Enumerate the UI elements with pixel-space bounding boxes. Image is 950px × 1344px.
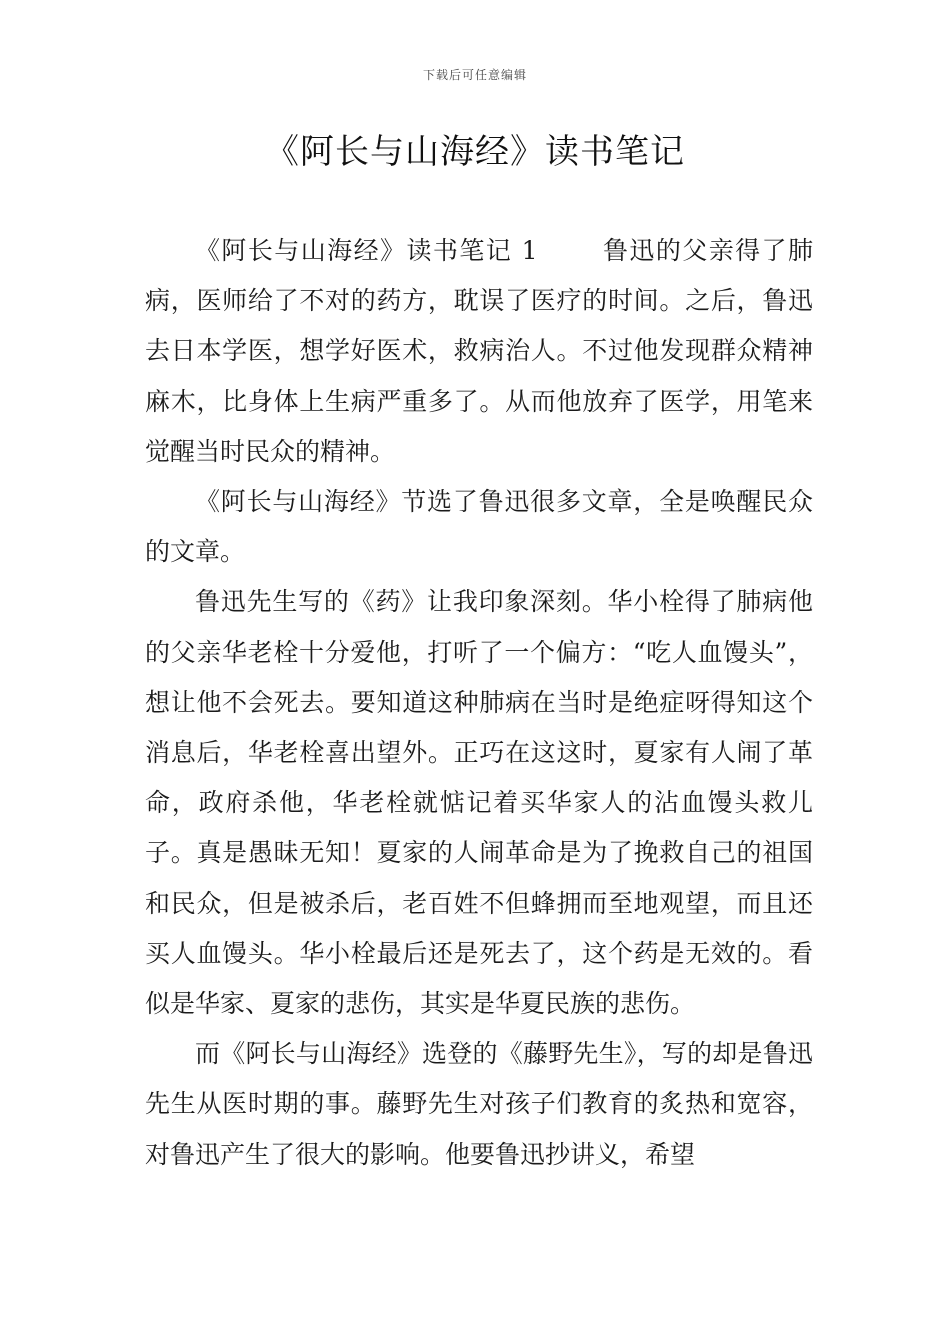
header-note: 下载后可任意编辑: [422, 68, 527, 82]
paragraph-4: 而《阿长与山海经》选登的《藤野先生》，写的却是鲁迅先生从医时期的事。藤野先生对孩子们教育的炙热和宽容，对鲁迅产生了很大的影响。他要鲁迅抄讲义，希望: [145, 1039, 813, 1169]
document-body: [145, 226, 813, 1180]
section-heading: 《阿长与山海经》读书笔记 1: [195, 236, 538, 265]
paragraph-1: [145, 226, 813, 477]
paragraph-1-text: 鲁迅的父亲得了肺病，医师给了不对的药方，耽误了医疗的时间。之后，鲁迅去日本学医，想学好医术，救病治人。不过他发现群众精神麻木，比身体上生病严重多了。从而他放弃了医学，用笔来觉醒当时民众的精神。: [145, 236, 813, 466]
paragraph-3: 鲁迅先生写的《药》让我印象深刻。华小栓得了肺病他的父亲华老栓十分爱他，打听了一个偏方：“吃人血馒头”，想让他不会死去。要知道这种肺病在当时是绝症呀得知这个消息后，华老栓喜出望外。正巧在这这时，夏家有人闹了革命，政府杀他，华老栓就惦记着买华家人的沾血馒头救儿子。真是愚昧无知！夏家的人闹革命是为了挽救自己的祖国和民众，但是被杀后，老百姓不但蜂拥而至地观望，而且还买人血馒头。华小栓最后还是死去了，这个药是无效的。看似是华家、夏家的悲伤，其实是华夏民族的悲伤。: [145, 587, 813, 1019]
document-title: 《阿长与山海经》读书笔记: [265, 132, 685, 172]
paragraph-2: 《阿长与山海经》节选了鲁迅很多文章，全是唤醒民众的文章。: [145, 487, 813, 567]
